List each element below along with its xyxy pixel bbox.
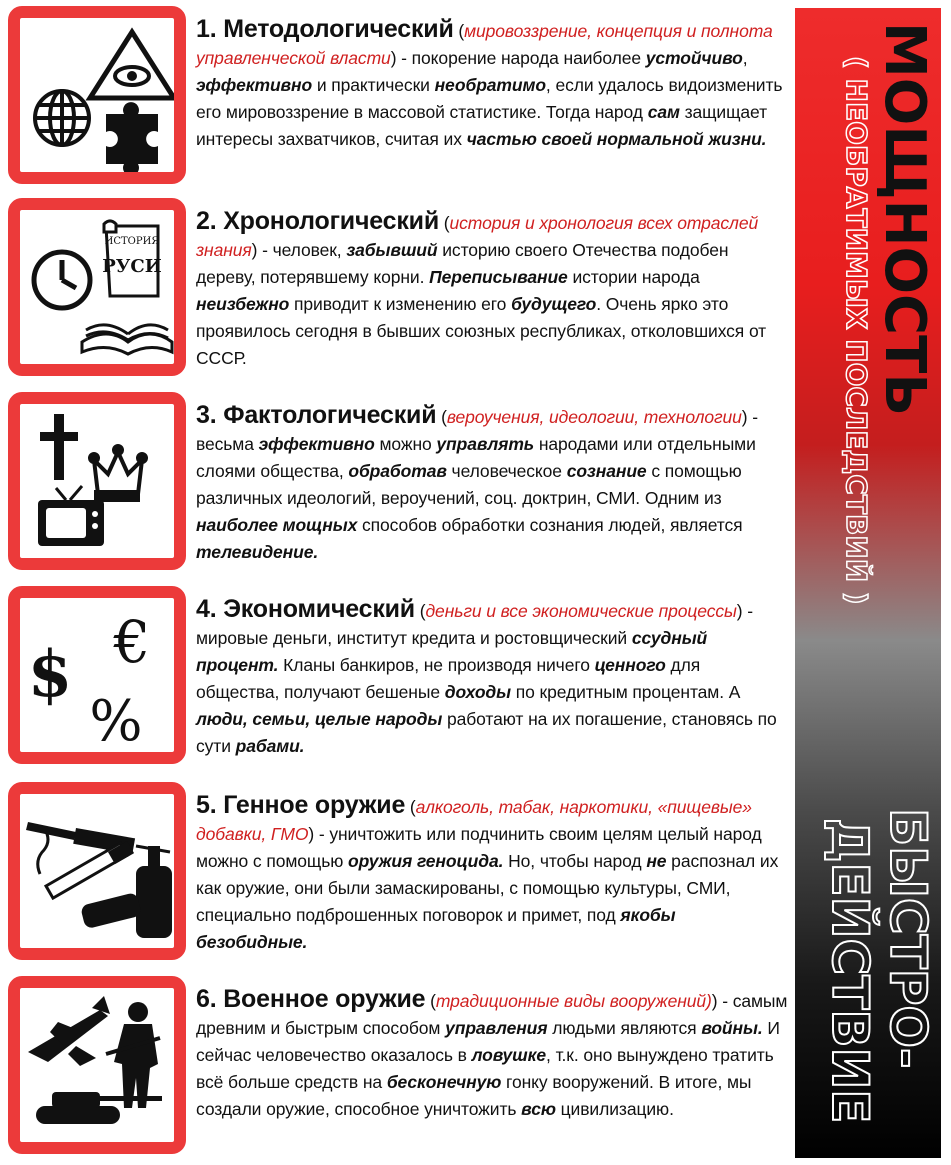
emphasis-text: рабами.	[235, 736, 305, 756]
body-text: работают на их погашение, становясь по сути	[196, 709, 777, 756]
jet-icon	[28, 996, 110, 1066]
item-text: 6. Военное оружие (традиционные виды вооружений)) - самым древним и быстрым способом управления людьми являются войны. И сейчас человечество оказалось в ловушке, т.к. оно вынуждено тратить всё больше средств на бесконечную гонку вооружений. В итоге, мы создали оружие, способное уничтожить всю цивилизацию.	[196, 985, 788, 1119]
emphasis-text: ссудный процент.	[196, 628, 708, 675]
body-text: - человек,	[257, 240, 347, 260]
item-body	[196, 407, 758, 562]
item-text: 1. Методологический (мировоззрение, концепция и полнота управленческой власти) - покорение народа наиболее устойчиво, эффективно и практически необратимо, если удалось видоизменить его мировоззрение в массовой статистике. Тогда народ сам защищает интересы захватчиков, считая их частью своей нормальной жизни.	[196, 15, 783, 149]
icon-frame	[8, 586, 186, 764]
item-subtitle: мировоззрение, концепция и полнота управленческой власти	[196, 21, 773, 68]
item-subtitle: деньги и все экономические процессы	[425, 601, 737, 621]
globe-icon	[35, 91, 89, 145]
item-economic	[0, 586, 790, 768]
body-text: цивилизацию.	[555, 1099, 674, 1119]
body-text: И сейчас человечество оказалось в	[196, 1018, 780, 1065]
body-text: . Очень ярко это проявилось сегодня в бывших союзных республиках, отколовшихся от СССР.	[196, 294, 767, 368]
emphasis-text: войны.	[701, 1018, 763, 1038]
body-text: народами или отдельными слоями общества,	[196, 434, 756, 481]
icon-frame	[8, 976, 186, 1154]
clock-icon	[34, 252, 90, 308]
emphasis-text: наиболее мощных	[196, 515, 358, 535]
body-text: Кланы банкиров, не производя ничего	[278, 655, 595, 675]
cross-icon	[40, 414, 78, 480]
emphasis-text: обработав	[348, 461, 447, 481]
body-text: - уничтожить или подчинить своим целям целый народ можно с помощью	[196, 824, 762, 871]
emphasis-text: оружия геноцида.	[348, 851, 504, 871]
body-text: ,	[742, 48, 748, 68]
body-text: распознал их как оружие, они были замаскированы, с помощью культуры, СМИ, специально подброшенных поговорок и примет, под	[196, 851, 779, 925]
body-text: для общества, получают бешеные	[196, 655, 701, 702]
item-subtitle: вероучения, идеологии, технологии	[446, 407, 742, 427]
emphasis-text: эффективно	[258, 434, 375, 454]
body-text: , если удалось видоизменить его мировоззрение в массовой статистике. Тогда народ	[196, 75, 783, 122]
emphasis-text: ловушке	[471, 1045, 547, 1065]
scroll-text-2: РУСИ	[102, 256, 162, 277]
emphasis-text: не	[646, 851, 667, 871]
icons-economic	[20, 598, 174, 752]
emphasis-text: ценного	[594, 655, 666, 675]
item-genetic-weapon	[0, 782, 790, 964]
icons-military	[20, 988, 174, 1142]
body-text: приводит к изменению его	[289, 294, 512, 314]
percent-icon: %	[89, 689, 143, 752]
item-title: 5. Генное оружие	[196, 791, 406, 819]
body-text: людьми являются	[547, 1018, 702, 1038]
body-text: способов обработки сознания людей, является	[357, 515, 743, 535]
item-subtitle: история и хронология всех отраслей знания	[196, 213, 759, 260]
item-chronological	[0, 198, 790, 380]
emphasis-text: будущего	[511, 294, 597, 314]
item-body	[196, 601, 777, 756]
euro-icon: €	[113, 608, 151, 676]
body-text: защищает интересы захватчиков, считая их	[196, 102, 768, 149]
body-text: истории народа	[567, 267, 700, 287]
emphasis-text: устойчиво	[645, 48, 743, 68]
body-text: с помощью различных идеологий, вероучений, соц. доктрин, СМИ. Одним из	[196, 461, 742, 508]
body-text: и практически	[312, 75, 435, 95]
sidebar-top-subtitle: ( НЕОБРАТИМЫХ ПОСЛЕДСТВИЙ )	[840, 56, 873, 605]
puzzle-piece-icon	[106, 102, 158, 172]
item-text: 3. Фактологический (вероучения, идеологии, технологии) - весьма эффективно можно управлять народами или отдельными слоями общества, обработав человеческое сознание с помощью различных идеологий, вероучений, соц. доктрин, СМИ. Одним из наиболее мощных способов обработки сознания людей, является телевидение.	[196, 401, 759, 562]
emphasis-text: бесконечную	[386, 1072, 502, 1092]
body-text: , т.к. оно вынуждено тратить всё больше средств на	[196, 1045, 774, 1092]
body-text: историю своего Отечества подобен дереву, потерявшему корни.	[196, 240, 729, 287]
icon-frame	[8, 6, 186, 184]
icon-frame	[8, 782, 186, 960]
item-subtitle: традиционные виды вооружений)	[435, 991, 712, 1011]
emphasis-text: необратимо	[434, 75, 546, 95]
emphasis-text: Переписывание	[429, 267, 568, 287]
sidebar-banner	[795, 8, 941, 1158]
item-text: 5. Генное оружие (алкоголь, табак, наркотики, «пищевые» добавки, ГМО) - уничтожить или подчинить своим целям целый народ можно с помощью оружия геноцида. Но, чтобы народ не распознал их как оружие, они были замаскированы, с помощью культуры, СМИ, специально подброшенных поговорок и примет, под якобы безобидные.	[196, 791, 779, 952]
body-text: по кредитным процентам. А	[510, 682, 741, 702]
emphasis-text: неизбежно	[196, 294, 290, 314]
item-title: 2. Хронологический	[196, 207, 440, 235]
sidebar-top-title: МОЩНОСТЬ	[872, 22, 937, 417]
emphasis-text: люди, семьи, целые народы	[196, 709, 443, 729]
dollar-icon: $	[27, 637, 73, 712]
icon-frame	[8, 392, 186, 570]
body-text: можно	[374, 434, 437, 454]
body-text: - самым древним и быстрым способом	[196, 991, 788, 1038]
item-subtitle: алкоголь, табак, наркотики, «пищевые» добавки, ГМО	[196, 797, 752, 844]
icons-factological	[20, 404, 174, 558]
item-text: 2. Хронологический (история и хронология всех отраслей знания) - человек, забывший историю своего Отечества подобен дереву, потерявшему корни. Переписывание истории народа неизбежно приводит к изменению его будущего. Очень ярко это проявилось сегодня в бывших союзных республиках, отколовшихся от СССР.	[196, 207, 767, 368]
item-military-weapon	[0, 976, 790, 1158]
emphasis-text: управлять	[436, 434, 535, 454]
emphasis-text: эффективно	[196, 75, 313, 95]
emphasis-text: забывший	[346, 240, 438, 260]
emphasis-text: частью своей нормальной жизни.	[466, 129, 767, 149]
body-text: - мировые деньги, институт кредита и ростовщический	[196, 601, 754, 648]
scroll-icon	[102, 221, 161, 296]
eye-pyramid-icon	[90, 32, 174, 98]
scroll-text-1: ИСТОРИЯ	[104, 236, 160, 247]
icons-chronological	[20, 210, 174, 364]
emphasis-text: доходы	[444, 682, 511, 702]
emphasis-text: всю	[521, 1099, 556, 1119]
soldier-icon	[106, 1002, 160, 1108]
icon-frame	[8, 198, 186, 376]
emphasis-text: сам	[647, 102, 680, 122]
emphasis-text: сознание	[566, 461, 647, 481]
item-methodological	[0, 6, 790, 188]
crown-icon	[90, 446, 146, 500]
sidebar-bottom-title-1: БЫСТРО-	[879, 808, 937, 1069]
item-text: 4. Экономический (деньги и все экономические процессы) - мировые деньги, институт кредита и ростовщический ссудный процент. Кланы банкиров, не производя ничего ценного для общества, получают бешеные доходы по кредитным процентам. А люди, семьи, целые народы работают на их погашение, становясь по сути рабами.	[196, 595, 777, 756]
item-title: 4. Экономический	[196, 595, 415, 623]
emphasis-text: управления	[445, 1018, 548, 1038]
emphasis-text: телевидение.	[196, 542, 319, 562]
item-title: 3. Фактологический	[196, 401, 437, 429]
body-text: гонку вооружений. В итоге, мы создали оружие, способное уничтожить	[196, 1072, 752, 1119]
icons-methodological	[20, 18, 174, 172]
body-text: - весьма	[196, 407, 759, 454]
body-text: - покорение народа наиболее	[396, 48, 646, 68]
item-body	[196, 240, 766, 368]
item-factological	[0, 392, 790, 574]
body-text: Но, чтобы народ	[503, 851, 647, 871]
body-text: человеческое	[446, 461, 567, 481]
icons-genetic	[20, 794, 174, 948]
emphasis-text: якобы безобидные.	[196, 905, 676, 952]
open-book-icon	[82, 325, 172, 354]
item-title: 6. Военное оружие	[196, 985, 426, 1013]
sidebar-bottom-title-2: ДЕЙСТВИЕ	[821, 818, 879, 1124]
item-title: 1. Методологический	[196, 15, 454, 43]
